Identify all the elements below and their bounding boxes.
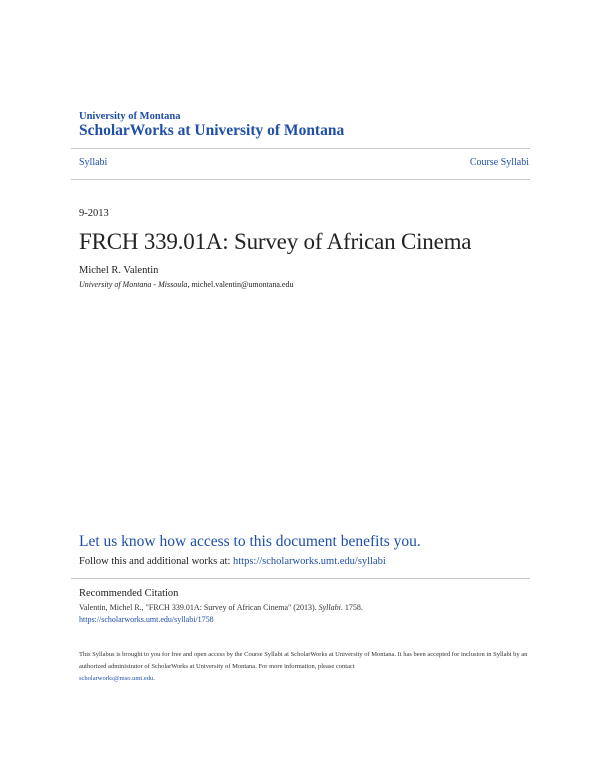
breadcrumb-course-syllabi-link[interactable]: Course Syllabi xyxy=(469,157,529,168)
header-divider-bottom xyxy=(71,179,530,180)
benefits-feedback-link[interactable]: Let us know how access to this document benefits you. xyxy=(79,533,421,550)
contact-email-link[interactable]: scholarworks@mso.umt.edu xyxy=(79,675,154,682)
notice-end: . xyxy=(153,675,155,682)
follow-prefix: Follow this and additional works at: xyxy=(79,556,231,567)
citation-heading: Recommended Citation xyxy=(79,588,179,599)
affiliation-name: University of Montana - Missoula xyxy=(79,280,188,289)
citation-series: Syllabi xyxy=(318,603,341,612)
access-notice xyxy=(79,649,529,685)
follow-line xyxy=(79,556,386,567)
document-title: FRCH 339.01A: Survey of African Cinema xyxy=(79,229,472,254)
publication-date: 9-2013 xyxy=(79,208,109,219)
citation-text xyxy=(79,603,363,612)
author-name: Michel R. Valentin xyxy=(79,265,159,276)
repository-name[interactable]: ScholarWorks at University of Montana xyxy=(79,122,345,139)
breadcrumb-syllabi-link[interactable]: Syllabi xyxy=(79,157,108,168)
author-affiliation: University of Montana - Missoula, michel.valentin@umontana.edu xyxy=(79,280,294,289)
citation-number: . 1758. xyxy=(340,603,363,612)
institution-name[interactable]: University of Montana xyxy=(79,111,181,122)
citation-divider xyxy=(71,578,530,579)
citation-text-main: Valentin, Michel R., "FRCH 339.01A: Survey of African Cinema" (2013). xyxy=(79,603,317,612)
notice-text: This Syllabus is brought to you for free and open access by the Course Syllabi at ScholarWorks at University of Montana. It has been accepted for inclusion in Syllabi by an authorized administrator of ScholarWorks at University of Montana. For more information, please contact xyxy=(79,651,528,670)
header-divider-top xyxy=(71,148,530,149)
follow-url-link[interactable]: https://scholarworks.umt.edu/syllabi xyxy=(233,556,386,567)
author-email: michel.valentin@umontana.edu xyxy=(191,280,294,289)
citation-url-link[interactable]: https://scholarworks.umt.edu/syllabi/1758 xyxy=(79,615,214,624)
